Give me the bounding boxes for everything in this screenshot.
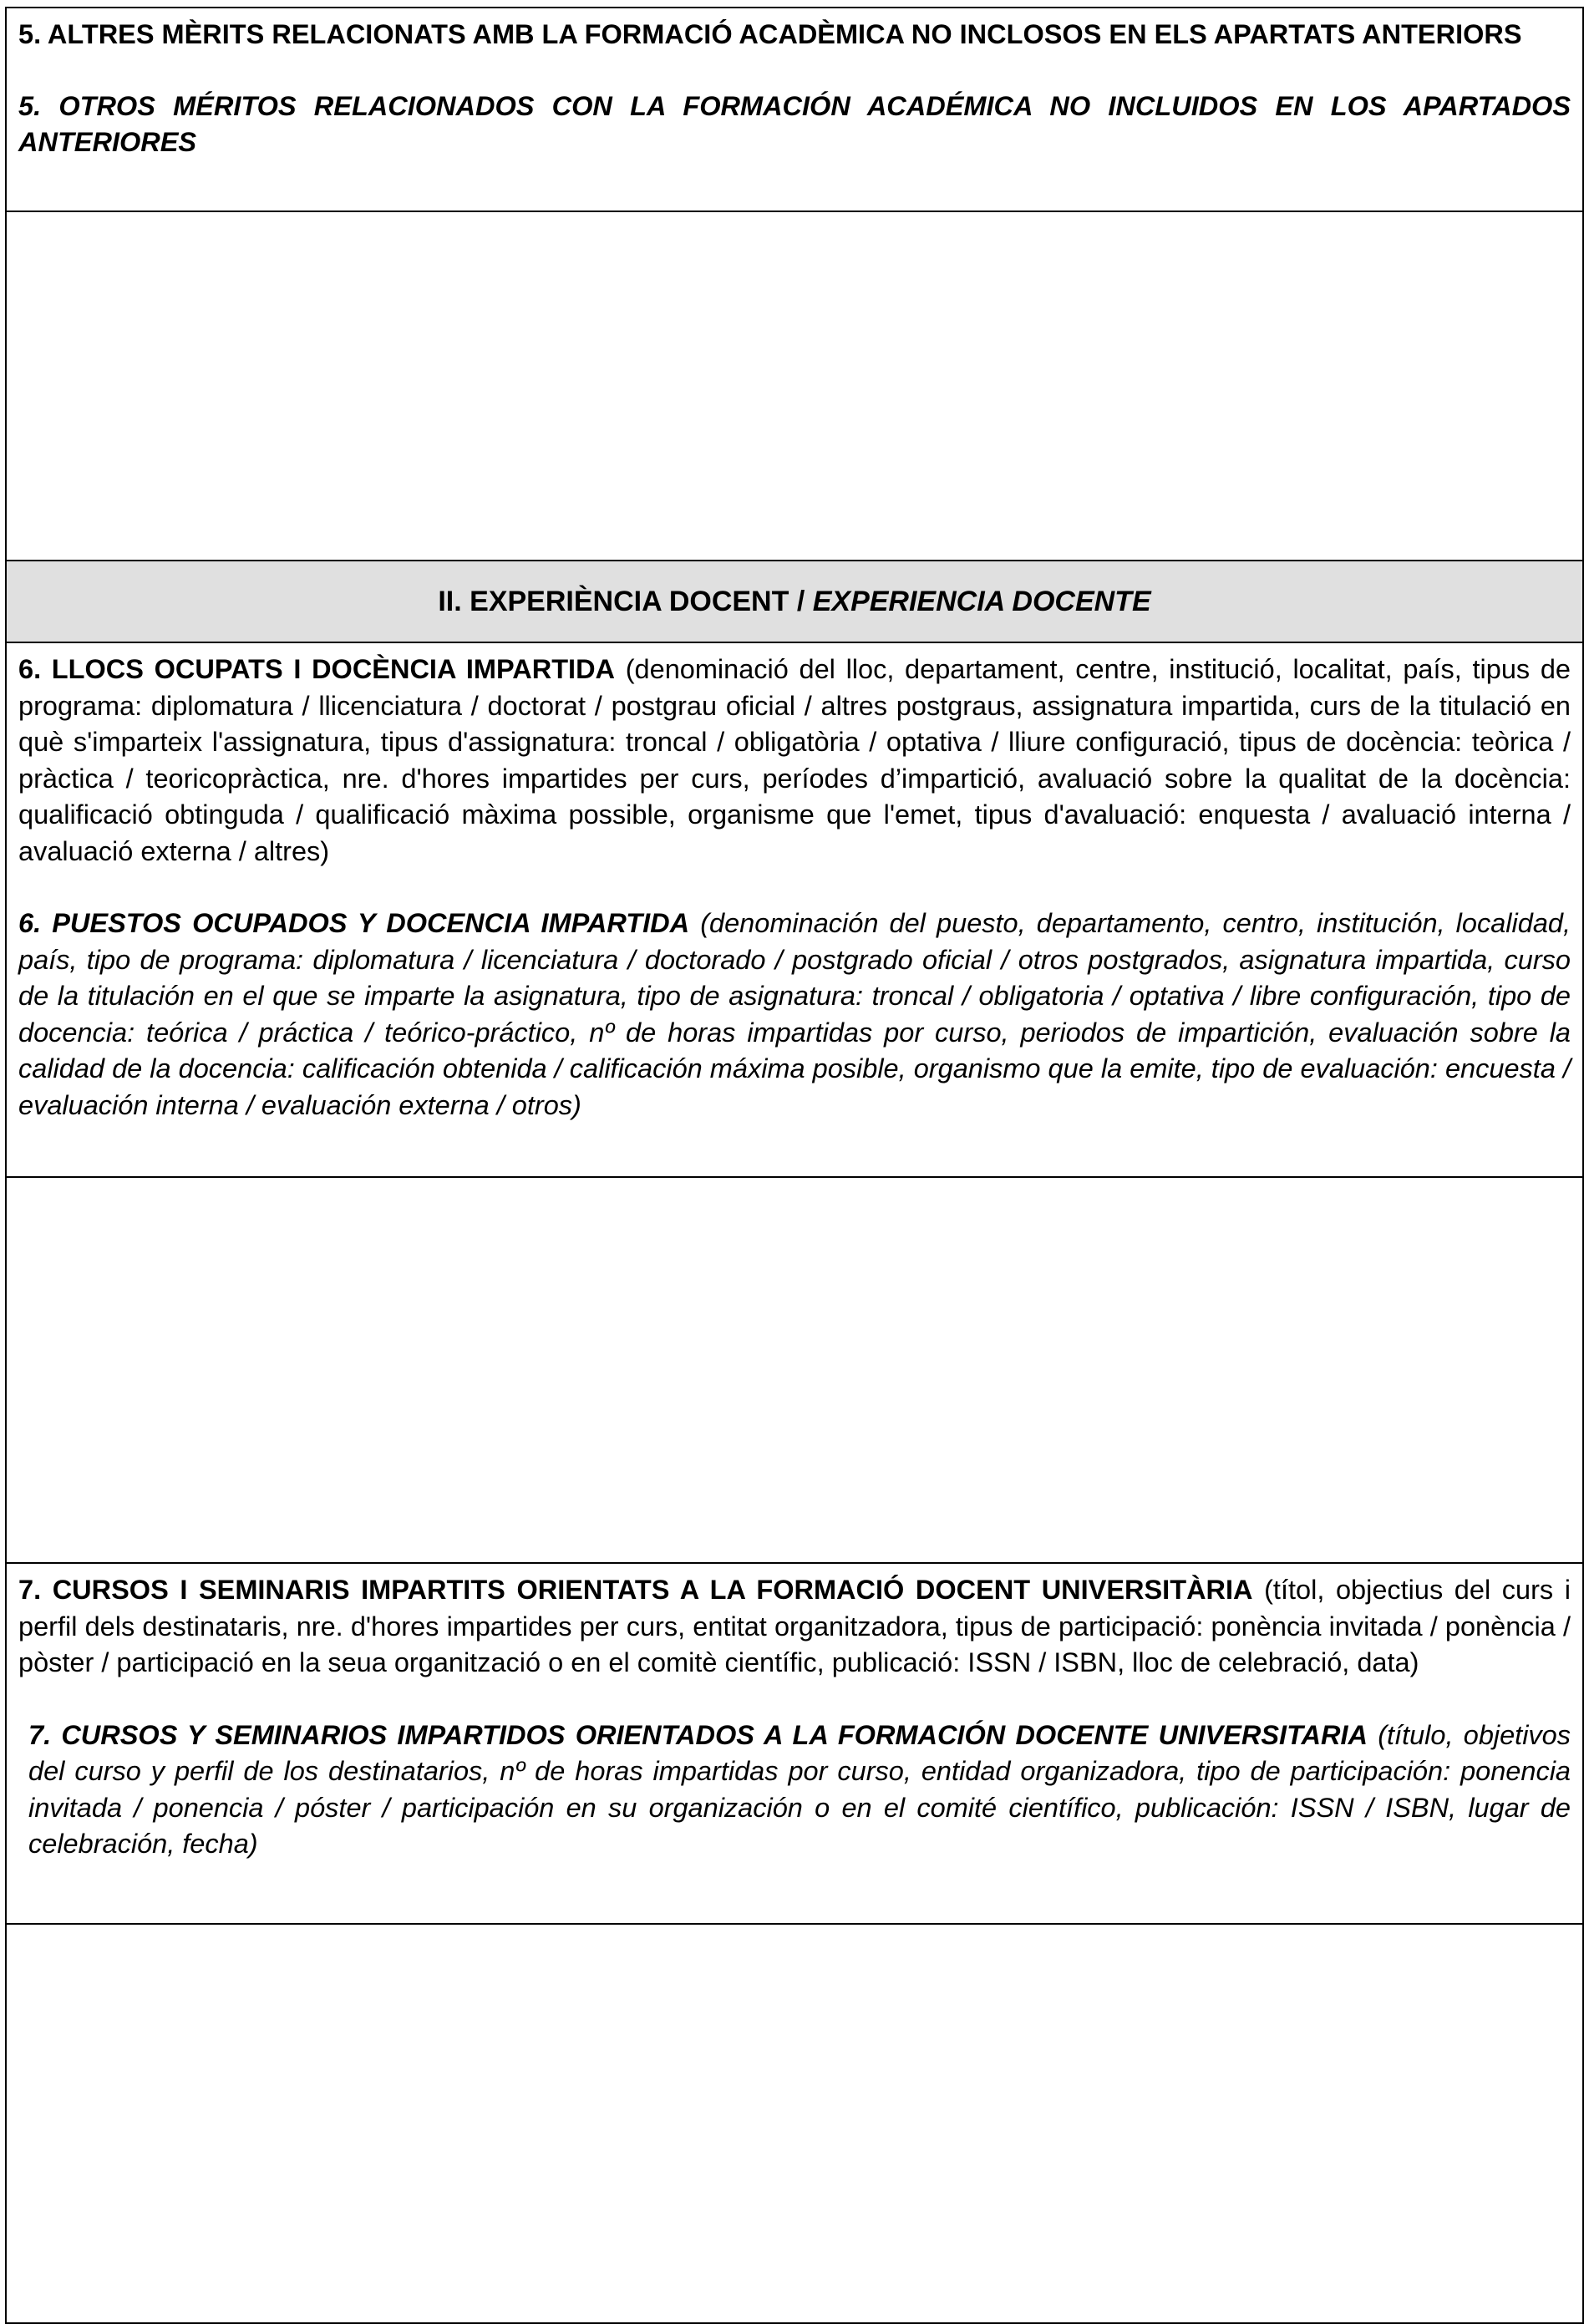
section-6-title-es: 6. PUESTOS OCUPADOS Y DOCENCIA IMPARTIDA xyxy=(18,908,690,938)
section-6-title-ca: 6. LLOCS OCUPATS I DOCÈNCIA IMPARTIDA xyxy=(18,654,616,684)
section-5-answer-area[interactable] xyxy=(7,212,1582,561)
section-5-heading xyxy=(7,8,1582,212)
section-5-title-es: 5. OTROS MÉRITOS RELACIONADOS CON LA FORMACIÓN ACADÉMICA NO INCLUIDOS EN LOS APARTADOS ANTERIORES xyxy=(18,90,1571,157)
section-II-header-ca: II. EXPERIÈNCIA DOCENT / xyxy=(438,586,813,617)
section-7-text-ca xyxy=(18,1572,1571,1682)
section-6-text-es xyxy=(18,906,1571,1124)
section-7-title-es: 7. CURSOS Y SEMINARIOS IMPARTIDOS ORIENTADOS A LA FORMACIÓN DOCENTE UNIVERSITARIA xyxy=(28,1719,1368,1750)
section-7-desc-ca: (títol, objectius del curs i perfil dels destinataris, nre. d'hores impartides per curs, entitat organitzadora, tipus de participació: ponència invitada / ponència / pòster / participació en la seua organització o en el comitè científic, publicació: ISSN / ISBN, lloc de celebració, data) xyxy=(18,1575,1571,1677)
section-7-title-ca: 7. CURSOS I SEMINARIS IMPARTITS ORIENTATS A LA FORMACIÓ DOCENT UNIVERSITÀRIA xyxy=(18,1575,1253,1605)
section-6-desc-es: (denominación del puesto, departamento, centro, institución, localidad, país, tipo de programa: diplomatura / licenciatura / doctorado / postgrado oficial / otros postgrados, asignatura impartida, curso de la titulación en el que se imparte la asignatura, tipo de asignatura: troncal / obligatoria / optativa / libre configuración, tipo de docencia: teórica / práctica / teórico-práctico, nº de horas impartidas por curso, periodos de impartición, evaluación sobre la calidad de la docencia: calificación obtenida / calificación máxima posible, organismo que la emite, tipo de evaluación: encuesta / evaluación interna / evaluación externa / otros) xyxy=(18,908,1571,1120)
section-II-header-es: EXPERIENCIA DOCENTE xyxy=(812,586,1151,617)
section-6-desc-ca: (denominació del lloc, departament, centre, institució, localitat, país, tipus de programa: diplomatura / llicenciatura / doctorat / postgrau oficial / altres postgraus, assignatura impartida, curs de la titulació en què s'imparteix l'assignatura, tipus d'assignatura: troncal / obligatòria / optativa / lliure configuració, tipus de docència: teòrica / pràctica / teoricopràctica, nre. d'hores impartides per curs, períodes d’impartició, avaluació sobre la qualitat de la docència: qualificació obtinguda / qualificació màxima possible, organisme que l'emet, tipus d'avaluació: enquesta / avaluació interna / avaluació externa / altres) xyxy=(18,654,1571,866)
section-5-title-ca: 5. ALTRES MÈRITS RELACIONATS AMB LA FORMACIÓ ACADÈMICA NO INCLOSOS EN ELS APARTATS ANTERIORS xyxy=(18,19,1522,49)
section-7-desc-es: (título, objetivos del curso y perfil de los destinatarios, nº de horas impartidas por curso, entidad organizadora, tipo de participación: ponencia invitada / ponencia / póster / participación en su organización o en el comité científico, publicación: ISSN / ISBN, lugar de celebración, fecha) xyxy=(28,1719,1571,1859)
section-7-heading xyxy=(7,1564,1582,1925)
form-sheet xyxy=(5,7,1584,2324)
section-6-heading xyxy=(7,643,1582,1178)
section-II-header xyxy=(7,561,1582,643)
section-7-text-es xyxy=(18,1718,1571,1863)
section-6-text-ca xyxy=(18,652,1571,870)
section-6-answer-area[interactable] xyxy=(7,1178,1582,1564)
section-7-answer-area[interactable] xyxy=(7,1925,1582,2322)
